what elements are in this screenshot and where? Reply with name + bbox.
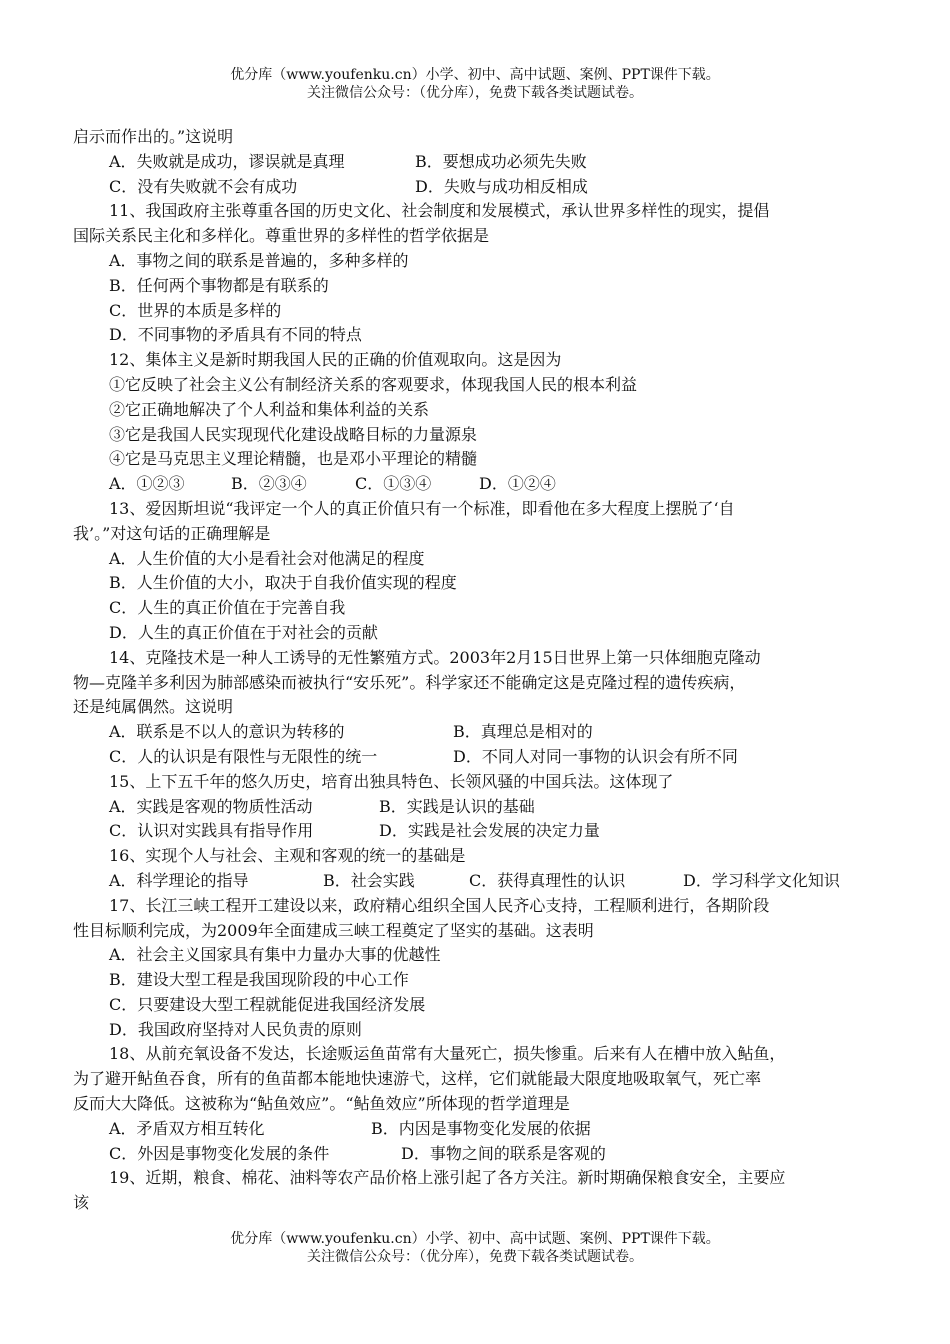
q18-stem-line-2: 为了避开鲇鱼吞食，所有的鱼苗都本能地快速游弋，这样，它们就能最大限度地吸取氧气，死亡率 (73, 1069, 762, 1089)
q18-stem-line-1: 18、从前充氧设备不发达，长途贩运鱼苗常有大量死亡，损失惨重。后来有人在槽中放入鲇鱼， (109, 1044, 786, 1064)
q14-option-b: B．真理总是相对的 (453, 722, 593, 742)
page-header (0, 66, 950, 102)
q12-item-3: ③它是我国人民实现现代化建设战略目标的力量源泉 (109, 424, 478, 444)
q17-option-a: A．社会主义国家具有集中力量办大事的优越性 (109, 945, 441, 965)
q14-stem-line-3: 还是纯属偶然。这说明 (73, 697, 234, 717)
q16-stem: 16、实现个人与社会、主观和客观的统一的基础是 (109, 846, 466, 866)
q14-option-a: A．联系是不以人的意识为转移的 (109, 722, 345, 742)
q14-stem-line-1: 14、克隆技术是一种人工诱导的无性繁殖方式。2003年2月15日世界上第一只体细胞克隆动 (109, 647, 761, 667)
q11-option-c: C．世界的本质是多样的 (109, 300, 282, 320)
q17-stem-line-2: 性目标顺利完成，为2009年全面建成三峡工程奠定了坚实的基础。这表明 (73, 920, 594, 940)
q18-stem-line-3: 反而大大降低。这被称为“鲇鱼效应”。“鲇鱼效应”所体现的哲学道理是 (73, 1094, 570, 1114)
q17-option-d: D．我国政府坚持对人民负责的原则 (109, 1019, 362, 1039)
q12-option-d: D．①②④ (479, 474, 556, 494)
q18-option-b: B．内因是事物变化发展的依据 (371, 1118, 591, 1138)
q17-option-b: B．建设大型工程是我国现阶段的中心工作 (109, 970, 409, 990)
q15-option-a: A．实践是客观的物质性活动 (109, 796, 313, 816)
q13-option-b: B．人生价值的大小，取决于自我价值实现的程度 (109, 573, 457, 593)
q11-option-b: B．任何两个事物都是有联系的 (109, 275, 329, 295)
q18-option-c: C．外因是事物变化发展的条件 (109, 1143, 330, 1163)
q12-option-c: C．①③④ (355, 474, 432, 494)
q18-option-a: A．矛盾双方相互转化 (109, 1118, 265, 1138)
q10-tail: 启示而作出的。”这说明 (73, 127, 234, 146)
q19-stem-line-2: 该 (73, 1193, 90, 1213)
document-body (73, 125, 883, 1216)
header-line-1: 优分库（www.youfenku.cn）小学、初中、高中试题、案例、PPT课件下载。 (230, 67, 720, 83)
q15-options-row-2 (73, 819, 883, 844)
q18-option-d: D．事物之间的联系是客观的 (401, 1143, 606, 1163)
q10-options-row-1 (73, 150, 883, 175)
footer-line-1: 优分库（www.youfenku.cn）小学、初中、高中试题、案例、PPT课件下载。 (230, 1231, 720, 1247)
q11-stem-line-2: 国际关系民主化和多样化。尊重世界的多样性的哲学依据是 (73, 226, 490, 246)
q10-option-b: B．要想成功必须先失败 (415, 151, 587, 171)
q12-stem: 12、集体主义是新时期我国人民的正确的价值观取向。这是因为 (109, 350, 562, 370)
q10-options-row-2 (73, 175, 883, 200)
q12-option-b: B．②③④ (231, 474, 307, 494)
q12-options-row (73, 472, 883, 497)
q11-option-d: D．不同事物的矛盾具有不同的特点 (109, 325, 362, 345)
q15-stem: 15、上下五千年的悠久历史，培育出独具特色、长领风骚的中国兵法。这体现了 (109, 771, 674, 791)
q10-option-d: D．失败与成功相反相成 (415, 176, 588, 196)
q15-options-row-1 (73, 795, 883, 820)
q18-options-row-1 (73, 1117, 883, 1142)
q15-option-d: D．实践是社会发展的决定力量 (379, 821, 600, 841)
q13-stem-line-2: 我’。”对这句话的正确理解是 (73, 523, 271, 543)
q11-stem-line-1: 11、我国政府主张尊重各国的历史文化、社会制度和发展模式，承认世界多样性的现实，提倡 (109, 201, 770, 221)
q15-option-b: B．实践是认识的基础 (379, 796, 535, 816)
q15-option-c: C．认识对实践具有指导作用 (109, 821, 314, 841)
q13-option-c: C．人生的真正价值在于完善自我 (109, 598, 346, 618)
q16-options-row (73, 869, 883, 894)
q18-options-row-2 (73, 1142, 883, 1167)
q16-option-d: D．学习科学文化知识 (683, 870, 840, 890)
q12-item-4: ④它是马克思主义理论精髓，也是邓小平理论的精髓 (109, 449, 478, 469)
q19-stem-line-1: 19、近期，粮食、棉花、油料等农产品价格上涨引起了各方关注。新时期确保粮食安全，主要应 (109, 1168, 786, 1188)
q11-option-a: A．事物之间的联系是普遍的，多种多样的 (109, 250, 409, 270)
q10-option-c: C．没有失败就不会有成功 (109, 176, 298, 196)
q17-stem-line-1: 17、长江三峡工程开工建设以来，政府精心组织全国人民齐心支持，工程顺利进行，各期阶段 (109, 895, 770, 915)
q10-option-a: A．失败就是成功，谬误就是真理 (109, 151, 345, 171)
q12-option-a: A．①②③ (109, 474, 185, 494)
header-line-2: 关注微信公众号：（优分库），免费下载各类试题试卷。 (307, 85, 643, 101)
q12-item-1: ①它反映了社会主义公有制经济关系的客观要求，体现我国人民的根本利益 (109, 374, 638, 394)
page-footer (0, 1230, 950, 1266)
q14-option-c: C．人的认识是有限性与无限性的统一 (109, 746, 378, 766)
q12-item-2: ②它正确地解决了个人利益和集体利益的关系 (109, 399, 430, 419)
q14-stem-line-2: 物—克隆羊多利因为肺部感染而被执行“安乐死”。科学家还不能确定这是克隆过程的遗传疾病， (73, 672, 746, 692)
q14-options-row-2 (73, 745, 883, 770)
q14-option-d: D．不同人对同一事物的认识会有所不同 (453, 746, 738, 766)
q16-option-b: B．社会实践 (323, 870, 415, 890)
q16-option-c: C．获得真理性的认识 (469, 870, 626, 890)
q16-option-a: A．科学理论的指导 (109, 870, 249, 890)
q13-option-a: A．人生价值的大小是看社会对他满足的程度 (109, 548, 425, 568)
footer-line-2: 关注微信公众号：（优分库），免费下载各类试题试卷。 (307, 1249, 643, 1265)
q13-option-d: D．人生的真正价值在于对社会的贡献 (109, 622, 378, 642)
q17-option-c: C．只要建设大型工程就能促进我国经济发展 (109, 994, 426, 1014)
q13-stem-line-1: 13、爱因斯坦说“我评定一个人的真正价值只有一个标准，即看他在多大程度上摆脱了‘自 (109, 498, 735, 518)
q14-options-row-1 (73, 720, 883, 745)
